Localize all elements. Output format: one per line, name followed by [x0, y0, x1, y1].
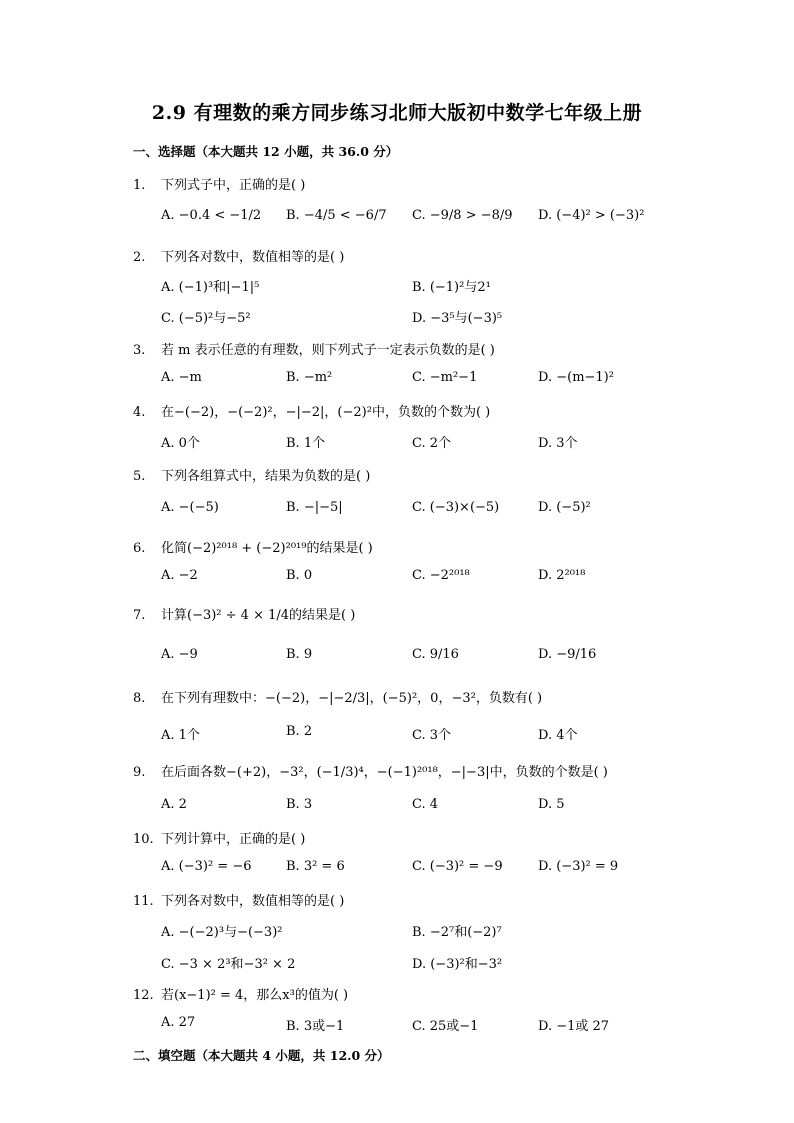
question-stem: 下列各对数中，数值相等的是( ) — [161, 894, 345, 909]
option-b: B. 1个 — [286, 436, 326, 451]
option-b: B. −|−5| — [286, 500, 343, 515]
option-d: D. −3⁵与(−3)⁵ — [412, 311, 503, 326]
option-d: D. −1或 27 — [538, 1019, 610, 1034]
option-c: C. 3个 — [412, 728, 452, 743]
option-a: A. −9 — [161, 647, 198, 662]
question-number: 11. — [133, 894, 154, 909]
question-stem: 下列各对数中，数值相等的是( ) — [161, 250, 345, 265]
question-stem: 在后面各数−(+2)，−3²，(−1/3)⁴，−(−1)²⁰¹⁸，−|−3|中，负数的个数是( ) — [161, 765, 608, 780]
question-stem: 若(x−1)² = 4，那么x³的值为( ) — [161, 988, 349, 1003]
option-d: D. −9/16 — [538, 647, 597, 662]
option-c: C. 2个 — [412, 436, 452, 451]
option-d: D. (−4)² > (−3)² — [538, 208, 645, 223]
question-stem: 下列计算中，正确的是( ) — [161, 832, 306, 847]
option-c: C. (−3)×(−5) — [412, 500, 500, 515]
option-a: A. 2 — [161, 797, 187, 812]
option-b: B. (−1)²与2¹ — [412, 280, 491, 295]
option-a: A. −(−5) — [161, 500, 219, 515]
question-number: 7. — [133, 608, 146, 623]
question-3 — [133, 339, 495, 358]
question-9 — [133, 761, 608, 780]
question-5 — [133, 465, 370, 484]
question-number: 1. — [133, 178, 146, 193]
option-a: A. 1个 — [161, 728, 200, 743]
option-d: D. 5 — [538, 797, 565, 812]
option-d: D. (−5)² — [538, 500, 591, 515]
question-number: 2. — [133, 250, 146, 265]
option-c: C. (−5)²与−5² — [161, 311, 251, 326]
option-c: C. 9/16 — [412, 647, 459, 662]
question-number: 4. — [133, 405, 146, 420]
question-stem: 化简(−2)²⁰¹⁸ + (−2)²⁰¹⁹的结果是( ) — [161, 541, 373, 556]
option-c: C. −3 × 2³和−3² × 2 — [161, 957, 296, 972]
option-c: C. −2²⁰¹⁸ — [412, 568, 470, 583]
option-a: A. 27 — [161, 1015, 196, 1030]
question-number: 12. — [133, 988, 154, 1003]
question-10 — [133, 828, 305, 847]
question-1 — [133, 174, 305, 193]
question-number: 8. — [133, 691, 146, 706]
question-12 — [133, 984, 348, 1003]
question-stem: 计算(−3)² ÷ 4 × 1/4的结果是( ) — [161, 608, 356, 623]
option-d: D. 3个 — [538, 436, 578, 451]
option-d: D. (−3)²和−3² — [412, 957, 503, 972]
option-b: B. −m² — [286, 370, 333, 385]
question-stem: 在−(−2)，−(−2)²，−|−2|，(−2)²中，负数的个数为( ) — [161, 405, 491, 420]
option-b: B. 3 — [286, 797, 313, 812]
option-d: D. 4个 — [538, 728, 578, 743]
option-b: B. −2⁷和(−2)⁷ — [412, 925, 502, 940]
option-b: B. 0 — [286, 568, 313, 583]
question-stem: 在下列有理数中：−(−2)，−|−2/3|，(−5)²，0，−3²，负数有( ) — [161, 691, 543, 706]
question-4 — [133, 401, 490, 420]
option-b: B. −4/5 < −6/7 — [286, 208, 387, 223]
question-6 — [133, 537, 373, 556]
option-d: D. 2²⁰¹⁸ — [538, 568, 586, 583]
question-stem: 下列式子中，正确的是( ) — [161, 178, 306, 193]
option-b: B. 9 — [286, 647, 313, 662]
page-title: 2.9 有理数的乘方同步练习北师大版初中数学七年级上册 — [151, 102, 643, 124]
question-11 — [133, 890, 344, 909]
option-c: C. 4 — [412, 797, 439, 812]
option-a: A. −0.4 < −1/2 — [161, 208, 262, 223]
question-number: 5. — [133, 469, 146, 484]
option-a: A. −m — [161, 370, 202, 385]
section-heading-choice: 一、选择题（本大题共 12 小题，共 36.0 分） — [133, 144, 399, 159]
option-a: A. (−1)³和|−1|⁵ — [161, 280, 260, 295]
option-c: C. (−3)² = −9 — [412, 859, 503, 874]
option-b: B. 3² = 6 — [286, 859, 345, 874]
question-number: 3. — [133, 343, 146, 358]
question-number: 10. — [133, 832, 154, 847]
option-a: A. 0个 — [161, 436, 200, 451]
option-a: A. −2 — [161, 568, 198, 583]
question-stem: 下列各组算式中，结果为负数的是( ) — [161, 469, 371, 484]
question-number: 9. — [133, 765, 146, 780]
question-stem: 若 m 表示任意的有理数，则下列式子一定表示负数的是( ) — [161, 343, 495, 358]
option-c: C. −9/8 > −8/9 — [412, 208, 513, 223]
option-d: D. −(m−1)² — [538, 370, 614, 385]
section-heading-fill-in: 二、填空题（本大题共 4 小题，共 12.0 分） — [133, 1048, 390, 1063]
option-c: C. 25或−1 — [412, 1019, 479, 1034]
question-8 — [133, 687, 542, 706]
option-b: B. 3或−1 — [286, 1019, 345, 1034]
option-c: C. −m²−1 — [412, 370, 478, 385]
question-2 — [133, 246, 344, 265]
option-a: A. (−3)² = −6 — [161, 859, 252, 874]
option-a: A. −(−2)³与−(−3)² — [161, 925, 283, 940]
option-d: D. (−3)² = 9 — [538, 859, 619, 874]
question-7 — [133, 604, 355, 623]
option-b: B. 2 — [286, 724, 313, 739]
question-number: 6. — [133, 541, 146, 556]
